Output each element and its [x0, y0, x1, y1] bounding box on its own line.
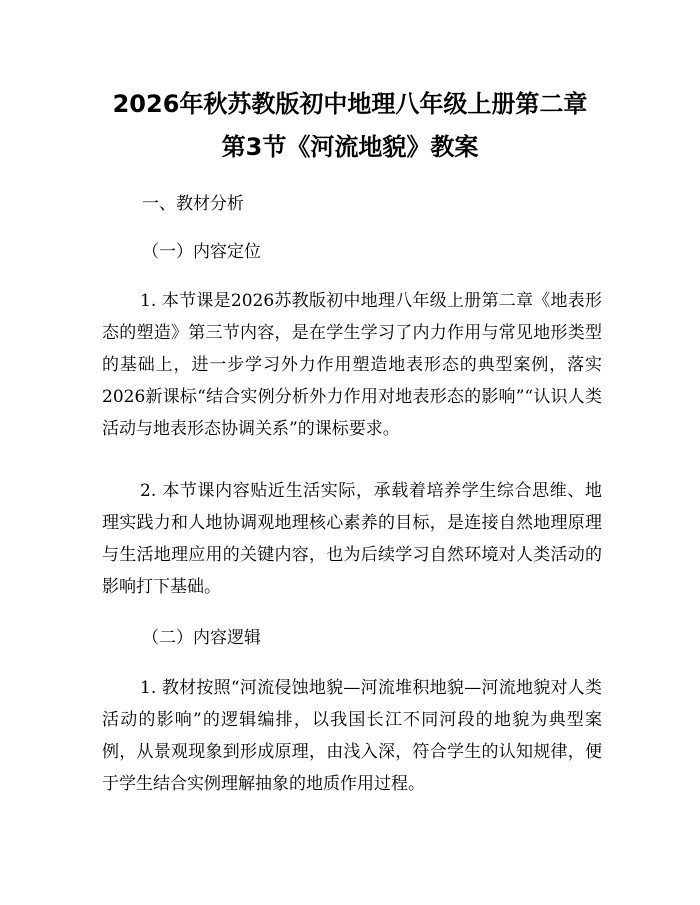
section-heading-textbook-analysis: 一、教材分析: [142, 194, 244, 214]
subsection-heading-content-positioning: （一）内容定位: [142, 242, 261, 262]
paragraph-positioning-2: 2. 本节课内容贴近生活实际，承载着培养学生综合思维、地理实践力和人地协调观地理核心素养的目标，是连接自然地理原理与生活地理应用的关键内容，也为后续学习自然环境对人类活动的影响打下基础。: [102, 481, 602, 597]
document-title-line-2: 第3节《河流地貌》教案: [221, 133, 479, 161]
paragraph-positioning-1: 1. 本节课是2026苏教版初中地理八年级上册第二章《地表形态的塑造》第三节内容，是在学生学习了内力作用与常见地形类型的基础上，进一步学习外力作用塑造地表形态的典型案例，落实2026新课标“结合实例分析外力作用对地表形态的影响”“认识人类活动与地表形态协调关系”的课标要求。: [102, 291, 602, 439]
subsection-heading-content-logic: （二）内容逻辑: [142, 628, 261, 648]
paragraph-logic-1: 1. 教材按照“河流侵蚀地貌—河流堆积地貌—河流地貌对人类活动的影响”的逻辑编排，以我国长江不同河段的地貌为典型案例，从景观现象到形成原理，由浅入深，符合学生的认知规律，便于学生结合实例理解抽象的地质作用过程。: [102, 678, 602, 794]
document-title-line-1: 2026年秋苏教版初中地理八年级上册第二章: [112, 90, 588, 118]
